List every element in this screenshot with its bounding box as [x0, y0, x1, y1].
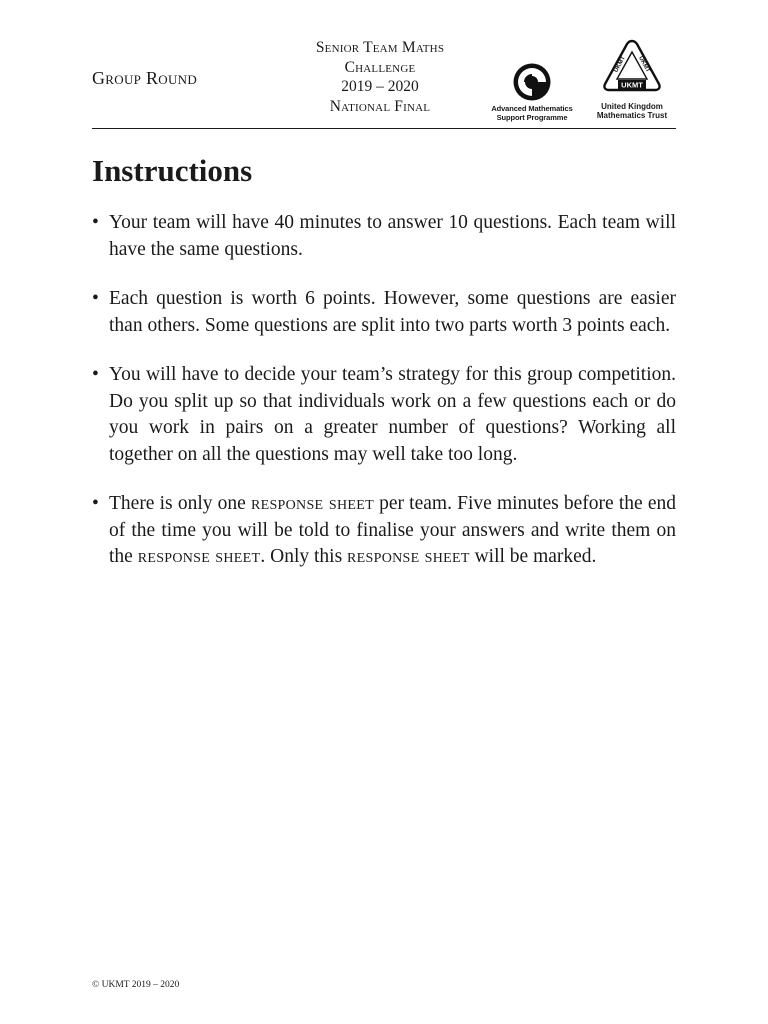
ukmt-badge-left-text: UKMT [613, 55, 627, 74]
instruction-text-part: per team. Five minutes before the end of the time you will be told to finalise your answers and write them on the [109, 493, 676, 567]
competition-years: 2019 – 2020 [341, 78, 419, 95]
list-item [92, 286, 676, 339]
instruction-text [109, 493, 676, 567]
instruction-text-part: will be marked. [469, 546, 597, 567]
amsp-name-line1: Advanced Mathematics [491, 104, 573, 113]
bullet-icon: • [92, 493, 99, 514]
list-item [92, 362, 676, 468]
ukmt-name-line2: Mathematics Trust [596, 111, 668, 120]
competition-name-line1: Senior Team Maths [315, 39, 445, 56]
round-title: Group Round [92, 68, 198, 88]
amsp-name-line2: Support Programme [496, 112, 568, 122]
list-item [92, 491, 676, 571]
ukmt-badge-bottom-text: UKMT [621, 80, 643, 90]
ukmt-triangle-icon [601, 38, 663, 96]
competition-block [300, 38, 460, 116]
copyright-footer: © UKMT 2019 – 2020 [92, 980, 180, 990]
page-heading: Instructions [92, 153, 253, 188]
page-header [92, 38, 676, 128]
ukmt-name-line1: United Kingdom [601, 102, 663, 111]
ukmt-logo [588, 38, 676, 120]
instruction-text: Each question is worth 6 points. However, some questions are easier than others. Some questions are split into two parts worth 3 points each. [109, 288, 676, 336]
header-divider [92, 128, 676, 129]
bullet-icon: • [92, 212, 99, 233]
competition-stage: National Final [329, 97, 431, 115]
response-sheet-term: response sheet [137, 546, 261, 567]
ukmt-badge-right-text: UKMT [637, 55, 651, 74]
response-sheet-term: response sheet [347, 546, 470, 567]
response-sheet-term: response sheet [250, 493, 374, 514]
instruction-text: You will have to decide your team’s strategy for this group competition. Do you split up so that individuals work on a few questions each or do you work in pairs on a greater number of questions? Working all together on all the questions may well take too long. [109, 364, 676, 465]
bullet-icon: • [92, 364, 99, 385]
competition-name-line2: Challenge [344, 58, 416, 76]
instructions-list [92, 210, 676, 594]
instruction-text-part: There is only one [109, 493, 251, 514]
instruction-text: Your team will have 40 minutes to answer 10 questions. Each team will have the same questions. [109, 212, 676, 260]
amsp-logo [484, 62, 580, 122]
instruction-text-part: . Only this [260, 546, 348, 567]
amsp-swirl-icon [512, 62, 552, 102]
bullet-icon: • [92, 288, 99, 309]
list-item [92, 210, 676, 263]
